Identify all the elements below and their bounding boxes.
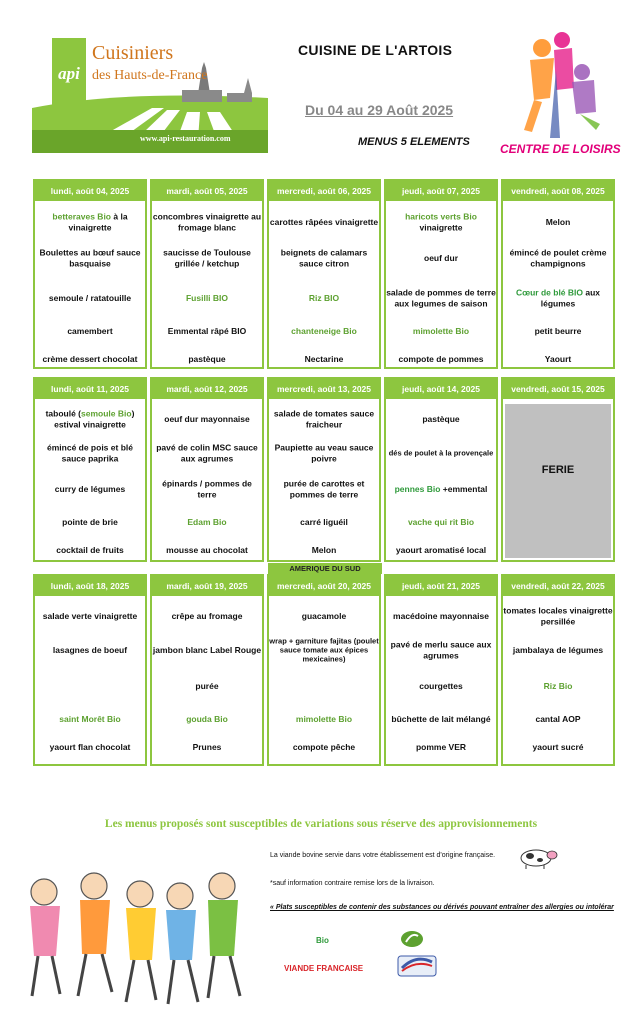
- menu-item: yaourt aromatisé local: [395, 544, 487, 555]
- menu-item: dés de poulet à la provençale: [388, 448, 494, 458]
- menu-item: concombres vinaigrette au fromage blanc: [152, 211, 262, 232]
- day-column: [267, 574, 381, 766]
- day-header: jeudi, août 07, 2025: [386, 181, 496, 201]
- legend-viande-label: VIANDE FRANCAISE: [284, 964, 364, 973]
- day-header: lundi, août 18, 2025: [35, 576, 145, 596]
- menu-item: Cœur de blé BIO aux légumes: [515, 287, 601, 308]
- day-header: mercredi, août 20, 2025: [269, 576, 379, 596]
- day-header: mercredi, août 06, 2025: [269, 181, 379, 201]
- menu-item: Melon: [311, 544, 337, 555]
- menu-item: crème dessert chocolat: [42, 353, 138, 364]
- menu-item: Boulettes au bœuf sauce basquaise: [39, 247, 141, 268]
- day-header: vendredi, août 22, 2025: [503, 576, 613, 596]
- children-illustration: [22, 856, 252, 1016]
- day-column: [150, 574, 264, 766]
- day-column: [501, 574, 615, 766]
- menu-item: salade de tomates sauce fraicheur: [273, 408, 375, 429]
- day-column: [267, 377, 381, 562]
- day-column: [33, 377, 147, 562]
- menu-item: mousse au chocolat: [166, 544, 248, 555]
- day-header: mercredi, août 13, 2025: [269, 379, 379, 399]
- logo-subtitle: des Hauts-de-France: [92, 68, 208, 83]
- menu-item: pointe de brie: [62, 516, 118, 527]
- menu-item: courgettes: [419, 680, 463, 691]
- holiday-block: [505, 404, 611, 558]
- menu-item: semoule / ratatouille: [48, 292, 132, 303]
- menu-type: MENUS 5 ELEMENTS: [358, 136, 470, 148]
- menu-item: crêpe au fromage: [171, 610, 243, 621]
- menu-item: camembert: [67, 325, 113, 336]
- menu-item: gouda Bio: [186, 713, 228, 724]
- holiday-label: FERIE: [541, 464, 575, 476]
- day-column: [33, 179, 147, 369]
- legend-bio-label: Bio: [316, 936, 329, 945]
- menu-item: émincé de poulet crème champignons: [509, 247, 607, 268]
- menu-item: salade de pommes de terre aux legumes de saison: [386, 287, 496, 308]
- menu-item: Emmental râpé BIO: [167, 325, 247, 336]
- viande-francaise-icon: [396, 952, 438, 978]
- menu-item: guacamole: [301, 610, 347, 621]
- menu-item: tomates locales vinaigrette persillée: [503, 605, 613, 626]
- menu-item: salade verte vinaigrette: [42, 610, 138, 621]
- day-header: lundi, août 04, 2025: [35, 181, 145, 201]
- day-column: [501, 377, 615, 562]
- theme-label: AMERIQUE DU SUD: [268, 563, 382, 574]
- menu-item: oeuf dur mayonnaise: [164, 413, 250, 424]
- logo-badge-text: api: [58, 64, 80, 83]
- menu-item: jambon blanc Label Rouge: [152, 644, 262, 655]
- menu-item: Prunes: [192, 741, 222, 752]
- menu-item: compote de pommes: [398, 353, 484, 364]
- allergy-note: « Plats susceptibles de contenir des substances ou dérivés pouvant entraîner des allergies ou intolérar: [270, 904, 614, 911]
- day-column: [384, 377, 498, 562]
- api-logo: [32, 38, 268, 153]
- centre-loisirs-figures-icon: [510, 20, 610, 140]
- logo-title: Cuisiniers: [92, 42, 174, 64]
- day-column: [33, 574, 147, 766]
- menu-item: pastèque: [422, 413, 460, 424]
- menu-item: Fusilli BIO: [185, 292, 229, 303]
- menu-item: yaourt sucré: [532, 741, 584, 752]
- menu-item: Yaourt: [544, 353, 572, 364]
- menu-item: taboulé (semoule Bio) estival vinaigrette: [45, 408, 135, 429]
- page-title: CUISINE DE L'ARTOIS: [298, 42, 453, 58]
- menu-item: saucisse de Toulouse grillée / ketchup: [163, 247, 251, 268]
- menu-item: pavé de colin MSC sauce aux agrumes: [156, 442, 258, 463]
- menu-item: saint Morêt Bio: [59, 713, 121, 724]
- date-range: Du 04 au 29 Août 2025: [305, 102, 454, 118]
- menu-item: épinards / pommes de terre: [162, 478, 252, 499]
- menu-item: haricots verts Bio vinaigrette: [405, 211, 477, 232]
- bio-leaf-icon: [400, 930, 424, 948]
- menu-item: Paupiette au veau sauce poivre: [274, 442, 374, 463]
- centre-loisirs-label: CENTRE DE LOISIRS: [500, 142, 621, 156]
- menu-item: bûchette de lait mélangé: [391, 713, 491, 724]
- menu-item: Riz BIO: [308, 292, 340, 303]
- menu-item: jambalaya de légumes: [512, 644, 604, 655]
- day-header: vendredi, août 15, 2025: [503, 379, 613, 399]
- beef-origin-note: La viande bovine servie dans votre établissement est d'origine française.: [270, 852, 496, 859]
- menu-item: pavé de merlu sauce aux agrumes: [390, 639, 492, 660]
- menu-item: Melon: [545, 216, 571, 227]
- menu-item: pastèque: [188, 353, 226, 364]
- day-column: [267, 179, 381, 369]
- menu-item: carré liguéil: [300, 516, 348, 527]
- day-header: mardi, août 12, 2025: [152, 379, 262, 399]
- menu-item: macédoine mayonnaise: [393, 610, 489, 621]
- delivery-note: *sauf information contraire remise lors de la livraison.: [270, 880, 435, 887]
- menu-item: cantal AOP: [535, 713, 581, 724]
- menu-item: Riz Bio: [543, 680, 573, 691]
- menu-item: purée de carottes et pommes de terre: [283, 478, 365, 499]
- disclaimer: Les menus proposés sont susceptibles de variations sous réserve des approvisionnements: [104, 818, 538, 830]
- day-header: jeudi, août 14, 2025: [386, 379, 496, 399]
- menu-item: lasagnes de boeuf: [52, 644, 128, 655]
- menu-item: betteraves Bio à la vinaigrette: [52, 211, 128, 232]
- menu-item: pennes Bio +emmental: [394, 483, 488, 494]
- day-column: [384, 179, 498, 369]
- day-column: [150, 377, 264, 562]
- menu-item: yaourt flan chocolat: [49, 741, 131, 752]
- menu-item: curry de légumes: [54, 483, 126, 494]
- menu-item: petit beurre: [534, 325, 582, 336]
- menu-item: purée: [195, 680, 219, 691]
- day-column: [384, 574, 498, 766]
- menu-item: oeuf dur: [424, 252, 458, 263]
- menu-item: wrap + garniture fajitas (poulet sauce tomate aux épices mexicaines): [269, 636, 379, 664]
- logo-url: www.api-restauration.com: [140, 134, 231, 143]
- day-header: vendredi, août 08, 2025: [503, 181, 613, 201]
- day-header: mardi, août 19, 2025: [152, 576, 262, 596]
- menu-item: mimolette Bio: [295, 713, 353, 724]
- menu-item: Edam Bio: [187, 516, 227, 527]
- menu-item: Nectarine: [304, 353, 344, 364]
- menu-item: pomme VER: [415, 741, 467, 752]
- menu-item: vache qui rit Bio: [407, 516, 475, 527]
- menu-item: beignets de calamars sauce citron: [280, 247, 368, 268]
- day-header: jeudi, août 21, 2025: [386, 576, 496, 596]
- menu-item: cocktail de fruits: [56, 544, 124, 555]
- day-column: [150, 179, 264, 369]
- menu-item: carottes râpées vinaigrette: [269, 216, 379, 227]
- day-column: [501, 179, 615, 369]
- menu-item: émincé de pois et blé sauce paprika: [47, 442, 133, 463]
- menu-item: chanteneige Bio: [291, 325, 357, 336]
- day-header: lundi, août 11, 2025: [35, 379, 145, 399]
- day-header: mardi, août 05, 2025: [152, 181, 262, 201]
- menu-item: mimolette Bio: [412, 325, 470, 336]
- cow-icon: [516, 846, 558, 870]
- menu-item: compote pêche: [292, 741, 356, 752]
